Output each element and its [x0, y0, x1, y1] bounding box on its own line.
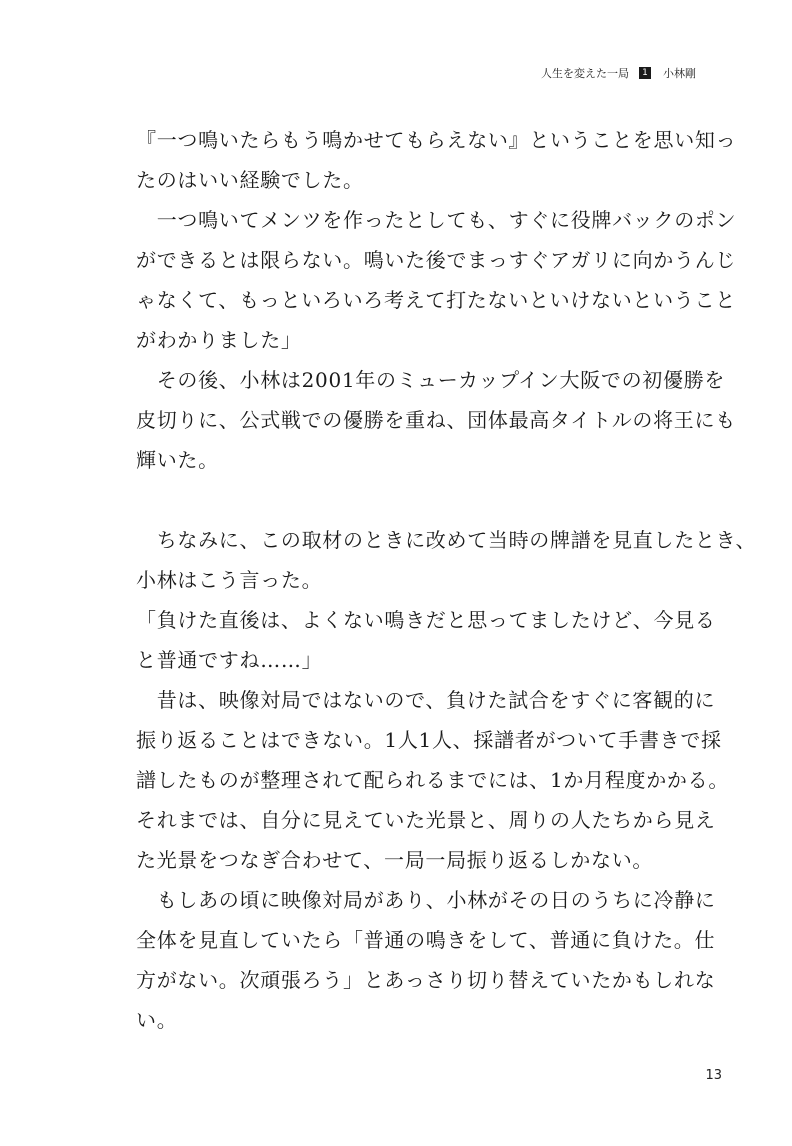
text-line: 「負けた直後は、よくない鳴きだと思ってましたけど、今見る [136, 608, 716, 632]
text-line: 昔は、映像対局ではないので、負けた試合をすぐに客観的に [136, 688, 716, 712]
text-line: 小林はこう言った。 [136, 568, 323, 592]
text-line: 方がない。次頑張ろう」とあっさり切り替えていたかもしれな [136, 968, 716, 992]
paragraph-gap [136, 480, 696, 520]
body-text [136, 120, 757, 1040]
text-line: がわかりました」 [136, 328, 302, 352]
text-line: 一つ鳴いてメンツを作ったとしても、すぐに役牌バックのポン [136, 208, 737, 232]
page-number: 13 [705, 1068, 722, 1083]
text-line: 振り返ることはできない。1人1人、採譜者がついて手書きで採 [136, 728, 722, 752]
running-header [541, 64, 696, 82]
text-line: た光景をつなぎ合わせて、一局一局振り返るしかない。 [136, 848, 654, 872]
text-line: 輝いた。 [136, 448, 219, 472]
text-line: たのはいい経験でした。 [136, 168, 364, 192]
text-line: 『一つ鳴いたらもう鳴かせてもらえない』ということを思い知っ [136, 128, 737, 152]
text-line: ができるとは限らない。鳴いた後でまっすぐアガリに向かうんじ [136, 248, 737, 272]
text-line: 譜したものが整理されて配られるまでには、1か月程度かかる。 [136, 768, 730, 792]
text-line: その後、小林は2001年のミューカップイン大阪での初優勝を [136, 368, 726, 392]
text-line: 皮切りに、公式戦での優勝を重ね、団体最高タイトルの将王にも [136, 408, 736, 432]
text-line: 全体を見直していたら「普通の鳴きをして、普通に負けた。仕 [136, 928, 716, 952]
text-line: それまでは、自分に見えていた光景と、周りの人たちから見え [136, 808, 716, 832]
text-line: い。 [136, 1008, 178, 1032]
book-title: 人生を変えた一局 [541, 67, 629, 80]
author-name: 小林剛 [663, 67, 696, 80]
text-line: もしあの頃に映像対局があり、小林がその日のうちに冷静に [136, 888, 716, 912]
chapter-number-badge: 1 [639, 67, 651, 79]
text-line: ちなみに、この取材のときに改めて当時の牌譜を見直したとき、 [136, 528, 757, 552]
text-line: と普通ですね……」 [136, 648, 323, 672]
text-line: ゃなくて、もっといろいろ考えて打たないといけないということ [136, 288, 736, 312]
